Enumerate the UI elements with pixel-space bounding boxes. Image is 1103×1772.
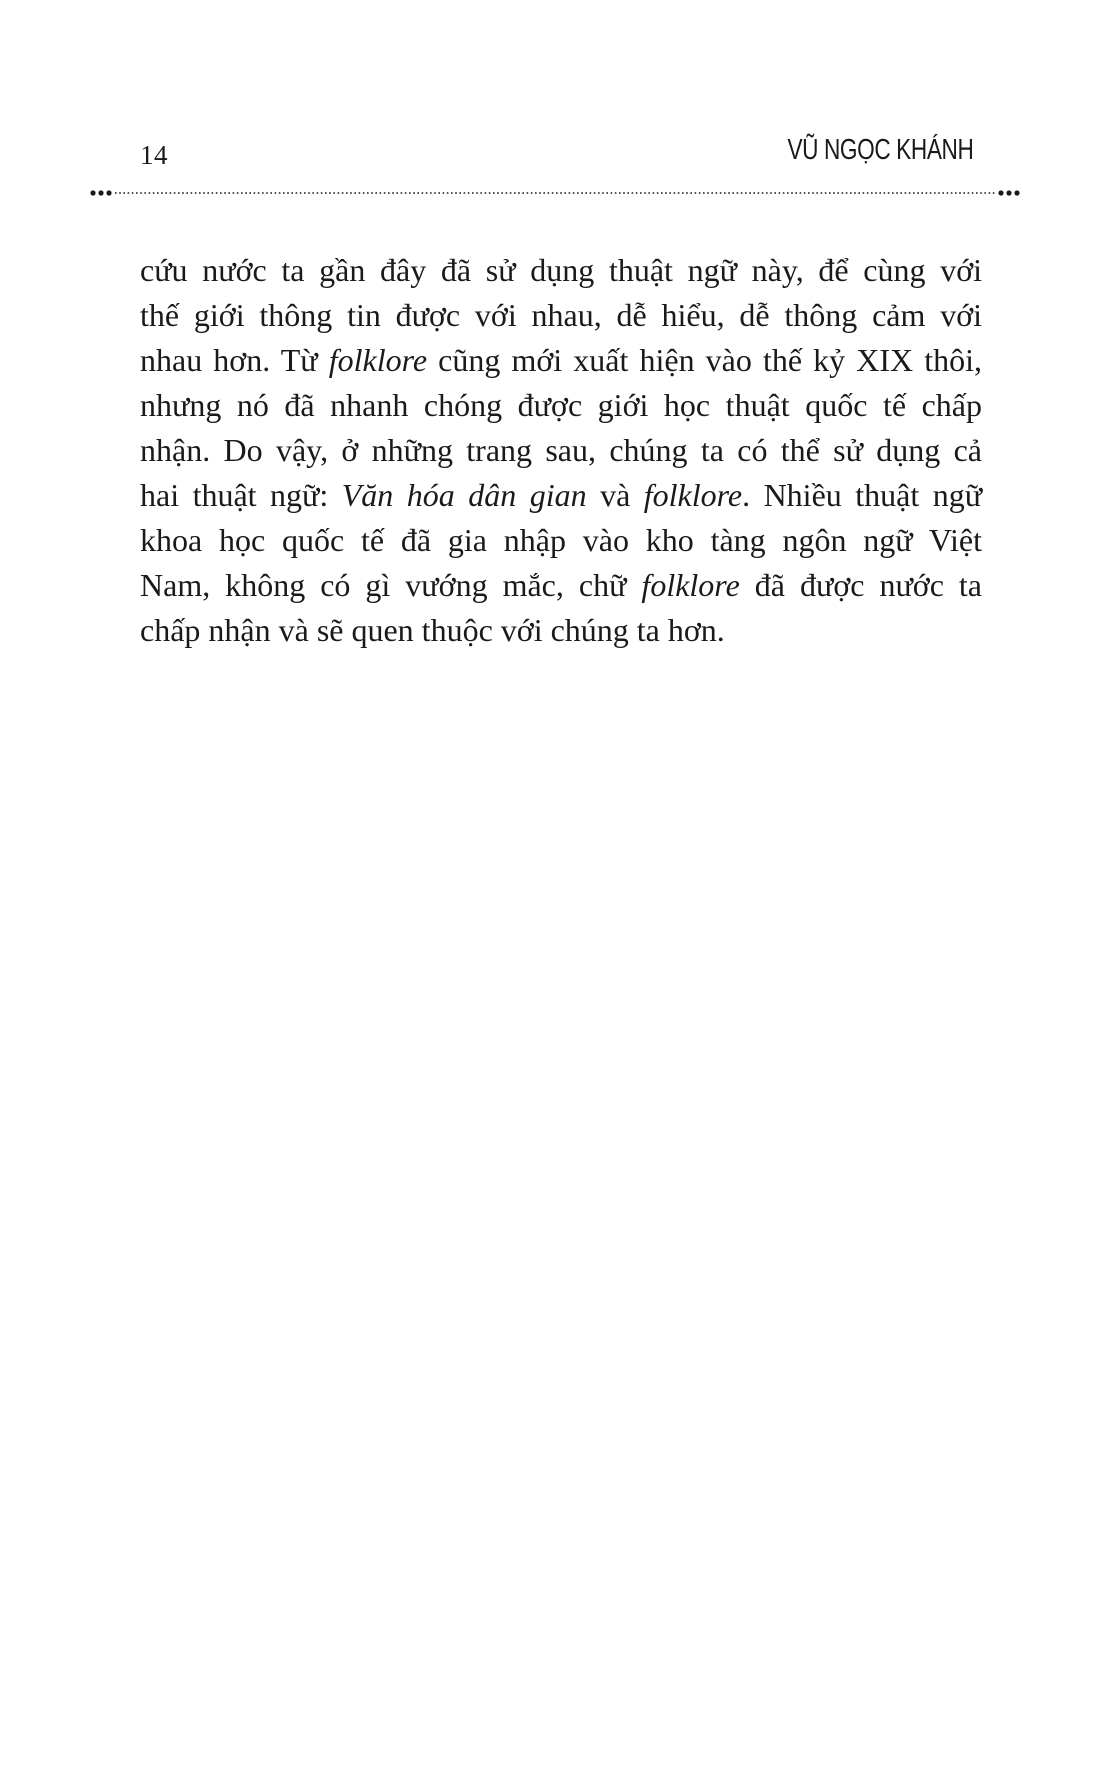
text-segment: cứu nước ta gần đây đã sử dụng thuật ngữ này, để cùng với	[140, 252, 982, 288]
dotted-rule-graphic	[90, 190, 1020, 196]
page-number: 14	[140, 140, 168, 170]
text-segment: . Nhiều thuật ngữ	[742, 477, 983, 513]
text-line	[140, 383, 982, 428]
running-head: VŨ NGỌC KHÁNH	[787, 134, 973, 166]
text-line	[140, 338, 982, 383]
text-line	[140, 428, 982, 473]
text-segment: và	[586, 477, 644, 513]
text-segment: đã được nước ta	[739, 567, 983, 603]
italic-term: folklore	[328, 342, 428, 378]
text-segment: nhận. Do vậy, ở những trang sau, chúng ta có thể sử dụng cả	[140, 432, 982, 468]
text-segment: cũng mới xuất hiện vào thế kỷ XIX thôi,	[427, 342, 983, 378]
text-line	[140, 248, 982, 293]
text-line	[140, 293, 982, 338]
text-line	[140, 518, 982, 563]
text-line	[140, 608, 982, 653]
text-segment: hai thuật ngữ:	[140, 477, 342, 513]
italic-term: folklore	[641, 567, 740, 603]
body-paragraph	[140, 248, 982, 653]
text-segment: Nam, không có gì vướng mắc, chữ	[140, 567, 642, 603]
text-segment: chấp nhận và sẽ quen thuộc với chúng ta hơn.	[140, 612, 725, 648]
text-segment: nhưng nó đã nhanh chóng được giới học thuật quốc tế chấp	[140, 387, 982, 423]
italic-term: folklore	[643, 477, 743, 513]
text-line	[140, 563, 982, 608]
text-segment: nhau hơn. Từ	[140, 342, 329, 378]
header-dotted-rule	[90, 190, 1020, 196]
text-line	[140, 473, 982, 518]
text-segment: thế giới thông tin được với nhau, dễ hiểu, dễ thông cảm với	[140, 297, 982, 333]
text-segment: khoa học quốc tế đã gia nhập vào kho tàng ngôn ngữ Việt	[140, 522, 982, 558]
italic-term: Văn hóa dân gian	[341, 477, 587, 513]
